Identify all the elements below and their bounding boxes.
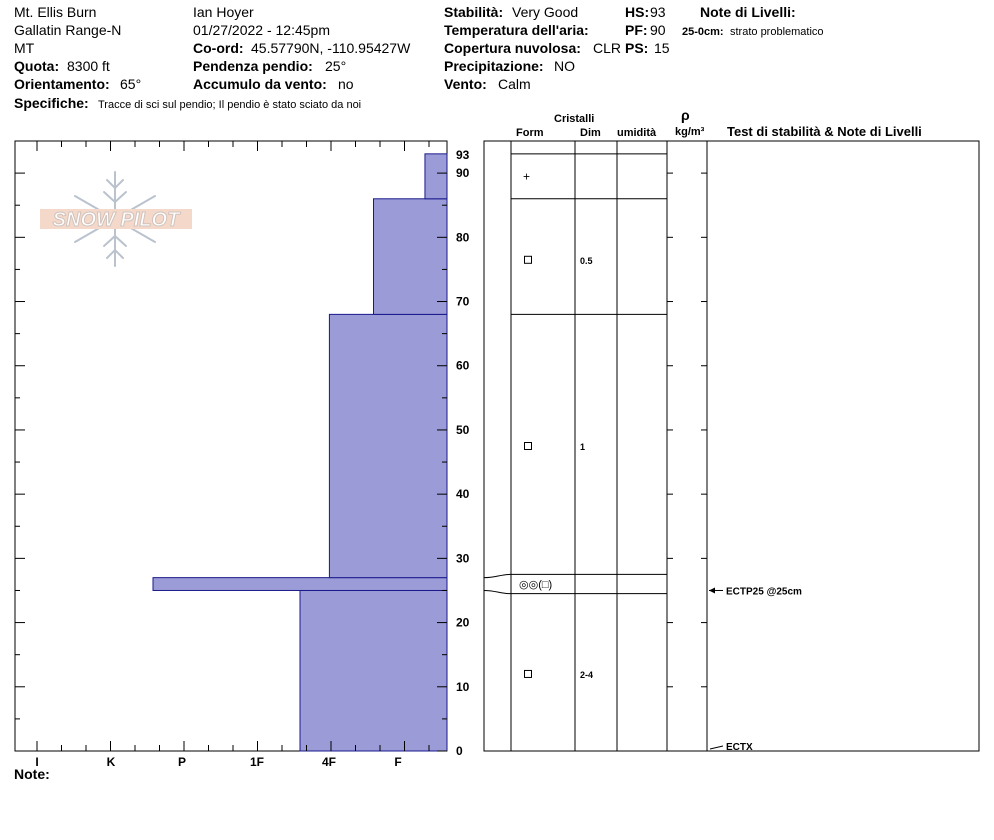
- hardness-tick-label: 4F: [321, 755, 337, 769]
- crystal-size-label: 0.5: [580, 255, 593, 266]
- specifics-value: Tracce di sci sul pendio; Il pendio è stato sciato da noi: [98, 99, 362, 111]
- hardness-tick-label: I: [35, 755, 39, 769]
- datetime: 01/27/2022 - 12:45pm: [193, 22, 330, 38]
- y-tick-label: 10: [456, 679, 470, 694]
- aspect-label: Orientamento:: [14, 76, 110, 92]
- layer-note-text: strato problematico: [730, 26, 824, 38]
- layer-connector: [484, 574, 511, 577]
- y-tick-label: 90: [456, 166, 470, 181]
- location: Mt. Ellis Burn: [14, 4, 97, 20]
- wind-loading-label: Accumulo da vento:: [193, 76, 327, 92]
- hardness-layer: [153, 578, 447, 591]
- crystal-size-label: 2-4: [580, 669, 594, 680]
- pf-value: 90: [650, 22, 666, 38]
- stability-test-label: ECTX: [726, 742, 753, 753]
- precip-label: Precipitazione:: [444, 58, 544, 74]
- y-tick-label: 80: [456, 230, 470, 245]
- crystal-form-symbol: +: [523, 169, 531, 184]
- range: Gallatin Range-N: [14, 22, 122, 38]
- layer-connector: [484, 590, 511, 593]
- tests-heading: Test di stabilità & Note di Livelli: [727, 124, 922, 139]
- layer-notes-label: Note di Livelli:: [700, 4, 796, 20]
- y-tick-label: 40: [456, 487, 470, 502]
- hs-top-label: 93: [456, 147, 470, 162]
- ps-label: PS:: [625, 40, 649, 56]
- crystal-form-symbol: [525, 670, 532, 677]
- density-unit: kg/m³: [675, 126, 705, 138]
- wind-value: Calm: [498, 76, 531, 92]
- y-tick-label: 20: [456, 615, 470, 630]
- hardness-layer: [425, 154, 447, 199]
- test-arrow: [710, 746, 723, 749]
- snowpilot-logo: [40, 172, 192, 266]
- wind-label: Vento:: [444, 76, 487, 92]
- size-heading: Dim: [580, 127, 601, 139]
- y-tick-label: 30: [456, 551, 470, 566]
- slope-value: 25°: [325, 58, 347, 74]
- elevation-label: Quota:: [14, 58, 60, 74]
- y-tick-label: 70: [456, 294, 470, 309]
- layer-note-depth: 25-0cm:: [682, 26, 724, 38]
- moisture-heading: umidità: [617, 127, 657, 139]
- hs-value: 93: [650, 4, 666, 20]
- stability-value: Very Good: [512, 4, 579, 20]
- stability-test-label: ECTP25 @25cm: [726, 586, 802, 598]
- density-symbol: ρ: [681, 107, 690, 123]
- cloud-label: Copertura nuvolosa:: [444, 40, 581, 56]
- wind-loading-value: no: [338, 76, 354, 92]
- hardness-layer: [374, 199, 448, 315]
- y-tick-label: 60: [456, 358, 470, 373]
- form-heading: Form: [516, 127, 544, 139]
- state: MT: [14, 40, 35, 56]
- y-tick-label: 0: [456, 744, 463, 758]
- logo-text: SNOW PILOT: [52, 209, 180, 231]
- hardness-tick-label: P: [177, 755, 187, 769]
- elevation-value: 8300 ft: [67, 58, 110, 74]
- crystal-form-symbol: ◎◎(□): [519, 579, 553, 592]
- ps-value: 15: [654, 40, 670, 56]
- hardness-tick-label: K: [106, 755, 116, 769]
- test-arrow-head: [709, 587, 715, 593]
- air-temp-label: Temperatura dell'aria:: [444, 22, 589, 38]
- coord-label: Co-ord:: [193, 40, 244, 56]
- specifics-label: Specifiche:: [14, 95, 89, 111]
- note-label: Note:: [14, 766, 50, 782]
- crystals-heading: Cristalli: [554, 113, 595, 125]
- hs-label: HS:: [625, 4, 650, 20]
- hardness-layer: [300, 590, 447, 751]
- layer-table-frame: [484, 141, 979, 751]
- hardness-tick-label: F: [394, 755, 402, 769]
- hardness-layer: [329, 314, 447, 577]
- aspect-value: 65°: [120, 76, 142, 92]
- crystal-form-symbol: [525, 443, 532, 450]
- y-tick-label: 50: [456, 422, 470, 437]
- precip-value: NO: [554, 58, 575, 74]
- crystal-form-symbol: [525, 256, 532, 263]
- crystal-size-label: 1: [580, 442, 586, 452]
- coord-value: 45.57790N, -110.95427W: [251, 40, 411, 56]
- hardness-tick-label: 1F: [249, 755, 265, 769]
- observer: Ian Hoyer: [193, 4, 254, 20]
- stability-label: Stabilità:: [444, 4, 504, 20]
- pf-label: PF:: [625, 22, 648, 38]
- slope-label: Pendenza pendio:: [193, 58, 313, 74]
- cloud-value: CLR: [593, 40, 622, 56]
